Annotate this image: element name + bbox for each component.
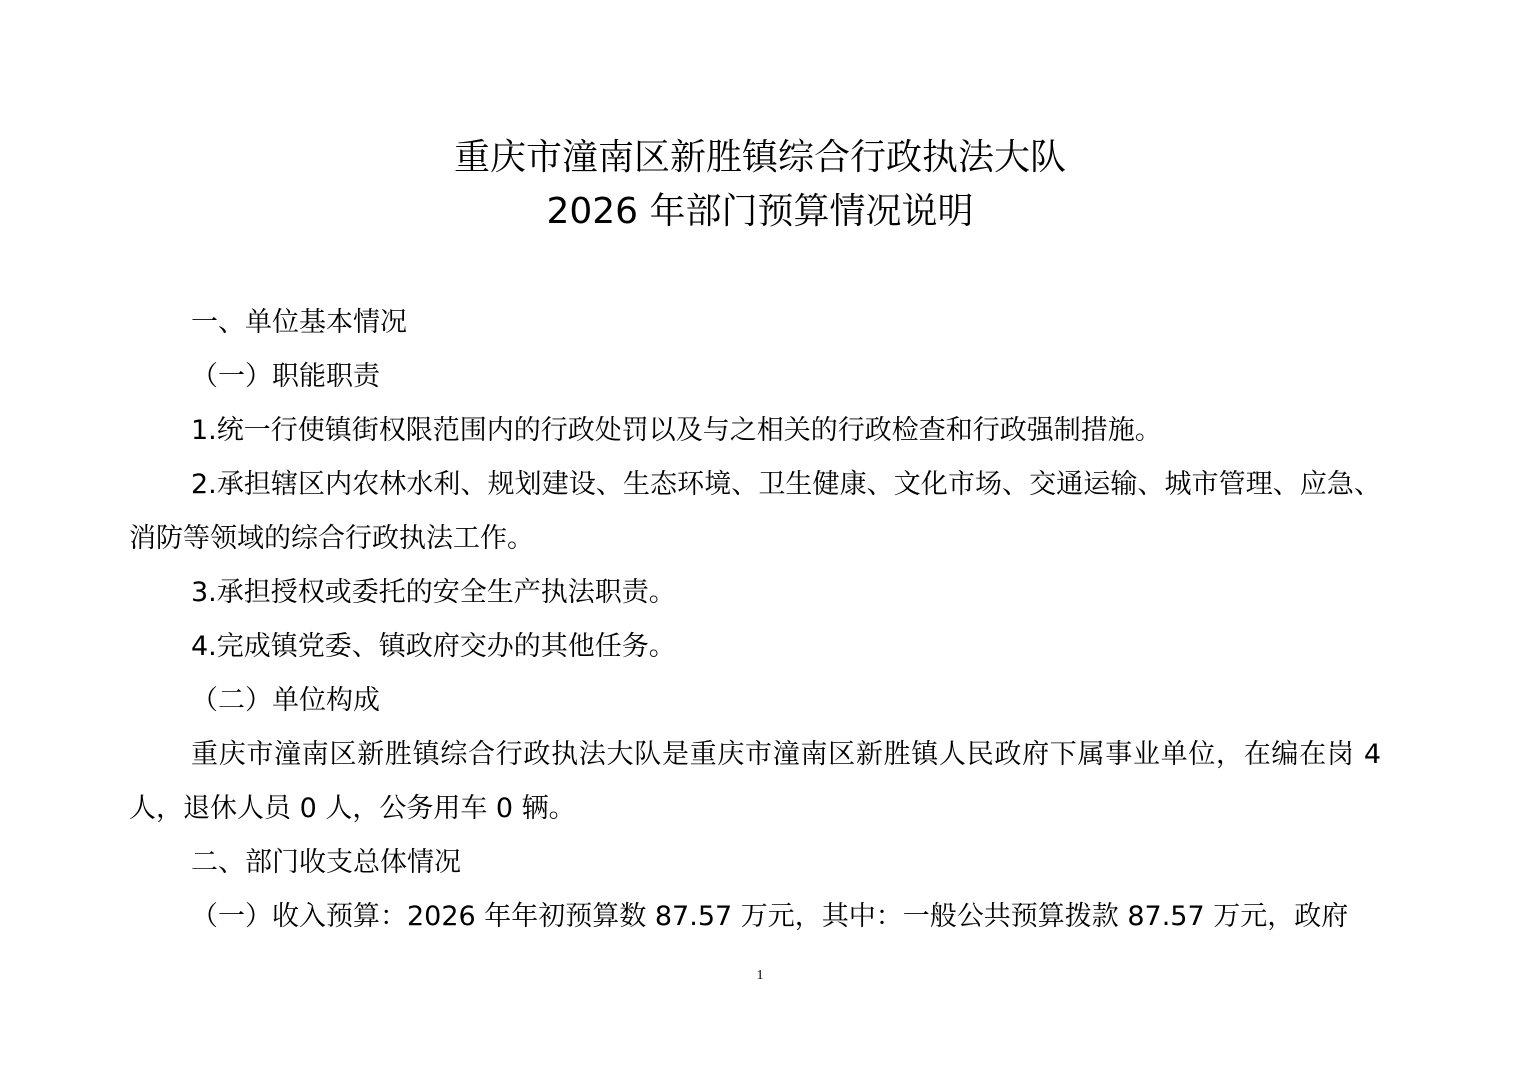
subsection-heading-functions: （一）职能职责 <box>191 361 380 392</box>
subsection-heading-composition: （二）单位构成 <box>191 685 380 716</box>
composition-paragraph: 重庆市潼南区新胜镇综合行政执法大队是重庆市潼南区新胜镇人民政府下属事业单位，在编在岗 4 人，退休人员 0 人，公务用车 0 辆。 <box>129 739 1381 824</box>
page-number: 1 <box>756 968 764 983</box>
section-heading-budget-overview: 二、部门收支总体情况 <box>191 847 461 878</box>
document-title-line1: 重庆市潼南区新胜镇综合行政执法大队 <box>453 137 1066 178</box>
function-item-1: 1.统一行使镇街权限范围内的行政处罚以及与之相关的行政检查和行政强制措施。 <box>191 415 1162 446</box>
income-budget-paragraph: （一）收入预算：2026 年年初预算数 87.57 万元，其中：一般公共预算拨款 87.57 万元，政府 <box>191 901 1349 932</box>
section-heading-basic-info: 一、单位基本情况 <box>191 307 407 338</box>
function-item-4: 4.完成镇党委、镇政府交办的其他任务。 <box>191 631 676 662</box>
document-title-line2: 2026 年部门预算情况说明 <box>546 191 974 232</box>
function-item-3: 3.承担授权或委托的安全生产执法职责。 <box>191 577 676 608</box>
function-item-2: 2.承担辖区内农林水利、规划建设、生态环境、卫生健康、文化市场、交通运输、城市管理、应急、消防等领域的综合行政执法工作。 <box>129 469 1381 554</box>
